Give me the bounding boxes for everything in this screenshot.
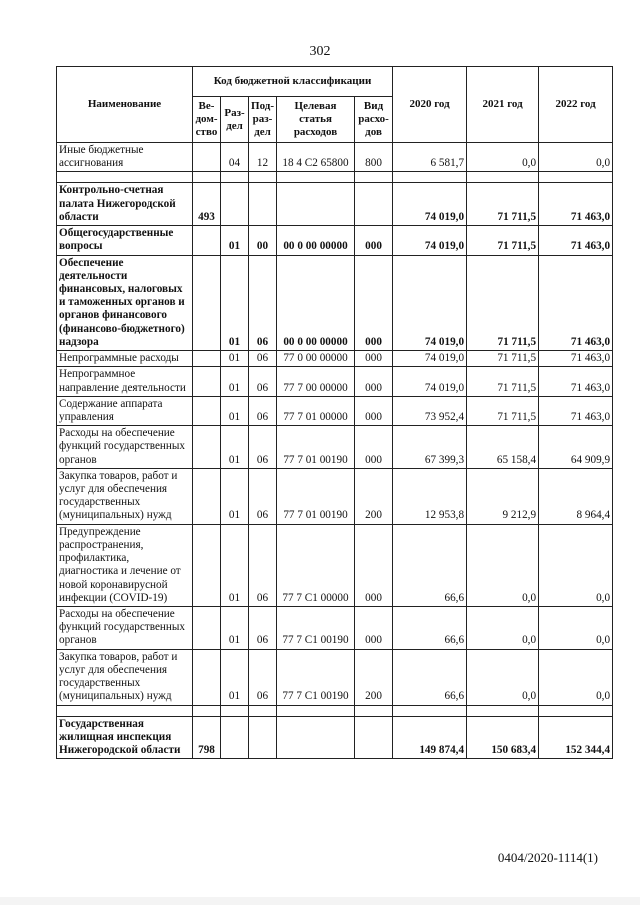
cell-name: Содержание аппарата управления — [57, 396, 193, 425]
cell-2020: 6 581,7 — [393, 143, 467, 172]
cell-2022: 71 463,0 — [539, 396, 613, 425]
cell-celevaya: 00 0 00 00000 — [277, 226, 355, 255]
cell-2020: 12 953,8 — [393, 468, 467, 524]
cell-2021: 0,0 — [467, 524, 539, 606]
cell-name: Расходы на обеспечение функций государственных органов — [57, 607, 193, 650]
spacer-cell — [467, 172, 539, 183]
spacer-cell — [193, 705, 221, 716]
cell-name: Предупреждение распространения, профилактика, диагностика и лечение от новой коронавирусной инфекции (COVID-19) — [57, 524, 193, 606]
cell-vedomstvo — [193, 367, 221, 396]
cell-2022: 0,0 — [539, 524, 613, 606]
cell-razdel: 04 — [221, 143, 249, 172]
cell-2022: 71 463,0 — [539, 226, 613, 255]
cell-2022: 71 463,0 — [539, 367, 613, 396]
cell-razdel: 01 — [221, 396, 249, 425]
cell-vid — [355, 183, 393, 226]
cell-podrazdel: 00 — [249, 226, 277, 255]
cell-2020: 74 019,0 — [393, 183, 467, 226]
cell-name: Государственная жилищная инспекция Нижегородской области — [57, 716, 193, 759]
cell-name: Закупка товаров, работ и услуг для обеспечения государственных (муниципальных) нужд — [57, 649, 193, 705]
cell-vedomstvo — [193, 426, 221, 469]
cell-name: Контрольно-счетная палата Нижегородской области — [57, 183, 193, 226]
cell-2020: 66,6 — [393, 607, 467, 650]
cell-razdel — [221, 183, 249, 226]
table-row — [57, 396, 613, 425]
cell-2021: 71 711,5 — [467, 367, 539, 396]
table-row — [57, 143, 613, 172]
cell-vid: 000 — [355, 351, 393, 367]
table-row — [57, 255, 613, 351]
spacer-cell — [393, 705, 467, 716]
spacer-cell — [393, 172, 467, 183]
cell-vedomstvo — [193, 255, 221, 351]
cell-2022: 0,0 — [539, 143, 613, 172]
cell-vid: 000 — [355, 426, 393, 469]
cell-2022: 64 909,9 — [539, 426, 613, 469]
cell-name: Непрограммные расходы — [57, 351, 193, 367]
table-row — [57, 468, 613, 524]
cell-vid: 000 — [355, 226, 393, 255]
cell-vedomstvo — [193, 226, 221, 255]
spacer-cell — [277, 705, 355, 716]
cell-2020: 74 019,0 — [393, 367, 467, 396]
cell-podrazdel: 12 — [249, 143, 277, 172]
table-row — [57, 716, 613, 759]
cell-razdel: 01 — [221, 649, 249, 705]
cell-razdel: 01 — [221, 255, 249, 351]
cell-2022: 71 463,0 — [539, 183, 613, 226]
cell-vid — [355, 716, 393, 759]
header-name: Наименование — [57, 67, 193, 143]
cell-razdel: 01 — [221, 226, 249, 255]
cell-2022: 71 463,0 — [539, 351, 613, 367]
cell-celevaya: 77 7 01 00190 — [277, 468, 355, 524]
spacer-cell — [221, 172, 249, 183]
budget-table — [56, 66, 613, 759]
cell-vid: 000 — [355, 524, 393, 606]
cell-vedomstvo — [193, 649, 221, 705]
header-2022: 2022 год — [539, 67, 613, 143]
cell-2020: 67 399,3 — [393, 426, 467, 469]
table-row — [57, 607, 613, 650]
cell-vid: 000 — [355, 396, 393, 425]
cell-name: Непрограммное направление деятельности — [57, 367, 193, 396]
cell-celevaya: 77 0 00 00000 — [277, 351, 355, 367]
cell-name: Расходы на обеспечение функций государственных органов — [57, 426, 193, 469]
cell-celevaya — [277, 183, 355, 226]
cell-vedomstvo — [193, 607, 221, 650]
cell-razdel: 01 — [221, 524, 249, 606]
cell-podrazdel: 06 — [249, 396, 277, 425]
cell-2021: 0,0 — [467, 607, 539, 650]
cell-2021: 71 711,5 — [467, 351, 539, 367]
document-code: 0404/2020-1114(1) — [497, 850, 598, 865]
spacer-cell — [355, 172, 393, 183]
spacer-cell — [539, 705, 613, 716]
cell-2021: 0,0 — [467, 649, 539, 705]
table-row — [57, 426, 613, 469]
cell-2020: 74 019,0 — [393, 226, 467, 255]
cell-podrazdel: 06 — [249, 351, 277, 367]
cell-podrazdel: 06 — [249, 426, 277, 469]
page-number: 302 — [309, 44, 331, 59]
cell-2022: 71 463,0 — [539, 255, 613, 351]
cell-vid: 000 — [355, 367, 393, 396]
cell-razdel: 01 — [221, 426, 249, 469]
cell-2022: 8 964,4 — [539, 468, 613, 524]
cell-razdel — [221, 716, 249, 759]
spacer-row — [57, 705, 613, 716]
cell-vedomstvo — [193, 143, 221, 172]
table-row — [57, 226, 613, 255]
header-vid: Вид расхо-дов — [355, 97, 393, 143]
header-code-group: Код бюджетной классификации — [193, 67, 393, 97]
cell-podrazdel: 06 — [249, 255, 277, 351]
spacer-row — [57, 172, 613, 183]
cell-podrazdel — [249, 183, 277, 226]
cell-vid: 200 — [355, 649, 393, 705]
cell-2020: 149 874,4 — [393, 716, 467, 759]
cell-2021: 9 212,9 — [467, 468, 539, 524]
cell-2021: 71 711,5 — [467, 396, 539, 425]
table-body — [57, 143, 613, 759]
table-row — [57, 351, 613, 367]
cell-vedomstvo — [193, 396, 221, 425]
cell-2022: 0,0 — [539, 649, 613, 705]
cell-celevaya: 77 7 C1 00190 — [277, 607, 355, 650]
cell-celevaya: 77 7 C1 00190 — [277, 649, 355, 705]
cell-vedomstvo — [193, 351, 221, 367]
cell-celevaya: 77 7 C1 00000 — [277, 524, 355, 606]
header-2021: 2021 год — [467, 67, 539, 143]
cell-celevaya: 00 0 00 00000 — [277, 255, 355, 351]
cell-razdel: 01 — [221, 351, 249, 367]
spacer-cell — [193, 172, 221, 183]
spacer-cell — [539, 172, 613, 183]
table-row — [57, 367, 613, 396]
spacer-cell — [467, 705, 539, 716]
cell-razdel: 01 — [221, 468, 249, 524]
cell-2021: 0,0 — [467, 143, 539, 172]
spacer-cell — [277, 172, 355, 183]
spacer-cell — [57, 172, 193, 183]
cell-vid: 000 — [355, 607, 393, 650]
cell-2021: 71 711,5 — [467, 255, 539, 351]
header-razdel: Раз-дел — [221, 97, 249, 143]
bottom-scan-strip — [0, 897, 640, 905]
cell-celevaya — [277, 716, 355, 759]
cell-name: Обеспечение деятельности финансовых, налоговых и таможенных органов и органов финансового (финансово-бюджетного) надзора — [57, 255, 193, 351]
cell-podrazdel: 06 — [249, 524, 277, 606]
spacer-cell — [249, 172, 277, 183]
cell-celevaya: 18 4 C2 65800 — [277, 143, 355, 172]
cell-vid: 800 — [355, 143, 393, 172]
cell-2022: 0,0 — [539, 607, 613, 650]
cell-vedomstvo: 798 — [193, 716, 221, 759]
spacer-cell — [221, 705, 249, 716]
cell-2021: 71 711,5 — [467, 183, 539, 226]
table-row — [57, 524, 613, 606]
cell-2020: 74 019,0 — [393, 255, 467, 351]
cell-vid: 000 — [355, 255, 393, 351]
cell-podrazdel: 06 — [249, 367, 277, 396]
cell-podrazdel: 06 — [249, 649, 277, 705]
cell-name: Иные бюджетные ассигнования — [57, 143, 193, 172]
cell-vedomstvo: 493 — [193, 183, 221, 226]
cell-2021: 65 158,4 — [467, 426, 539, 469]
cell-celevaya: 77 7 00 00000 — [277, 367, 355, 396]
table-header — [57, 67, 613, 143]
cell-2020: 66,6 — [393, 524, 467, 606]
header-vedomstvo: Ве-дом-ство — [193, 97, 221, 143]
cell-celevaya: 77 7 01 00000 — [277, 396, 355, 425]
header-podrazdel: Под-раз-дел — [249, 97, 277, 143]
cell-2021: 71 711,5 — [467, 226, 539, 255]
spacer-cell — [355, 705, 393, 716]
header-celevaya: Целевая статья расходов — [277, 97, 355, 143]
table-row — [57, 183, 613, 226]
cell-name: Общегосударственные вопросы — [57, 226, 193, 255]
cell-2022: 152 344,4 — [539, 716, 613, 759]
cell-celevaya: 77 7 01 00190 — [277, 426, 355, 469]
cell-razdel: 01 — [221, 367, 249, 396]
header-2020: 2020 год — [393, 67, 467, 143]
cell-2020: 73 952,4 — [393, 396, 467, 425]
cell-2021: 150 683,4 — [467, 716, 539, 759]
cell-2020: 74 019,0 — [393, 351, 467, 367]
cell-vedomstvo — [193, 468, 221, 524]
cell-name: Закупка товаров, работ и услуг для обеспечения государственных (муниципальных) нужд — [57, 468, 193, 524]
spacer-cell — [57, 705, 193, 716]
cell-razdel: 01 — [221, 607, 249, 650]
cell-2020: 66,6 — [393, 649, 467, 705]
cell-vedomstvo — [193, 524, 221, 606]
cell-vid: 200 — [355, 468, 393, 524]
cell-podrazdel: 06 — [249, 607, 277, 650]
table-row — [57, 649, 613, 705]
cell-podrazdel: 06 — [249, 468, 277, 524]
cell-podrazdel — [249, 716, 277, 759]
spacer-cell — [249, 705, 277, 716]
